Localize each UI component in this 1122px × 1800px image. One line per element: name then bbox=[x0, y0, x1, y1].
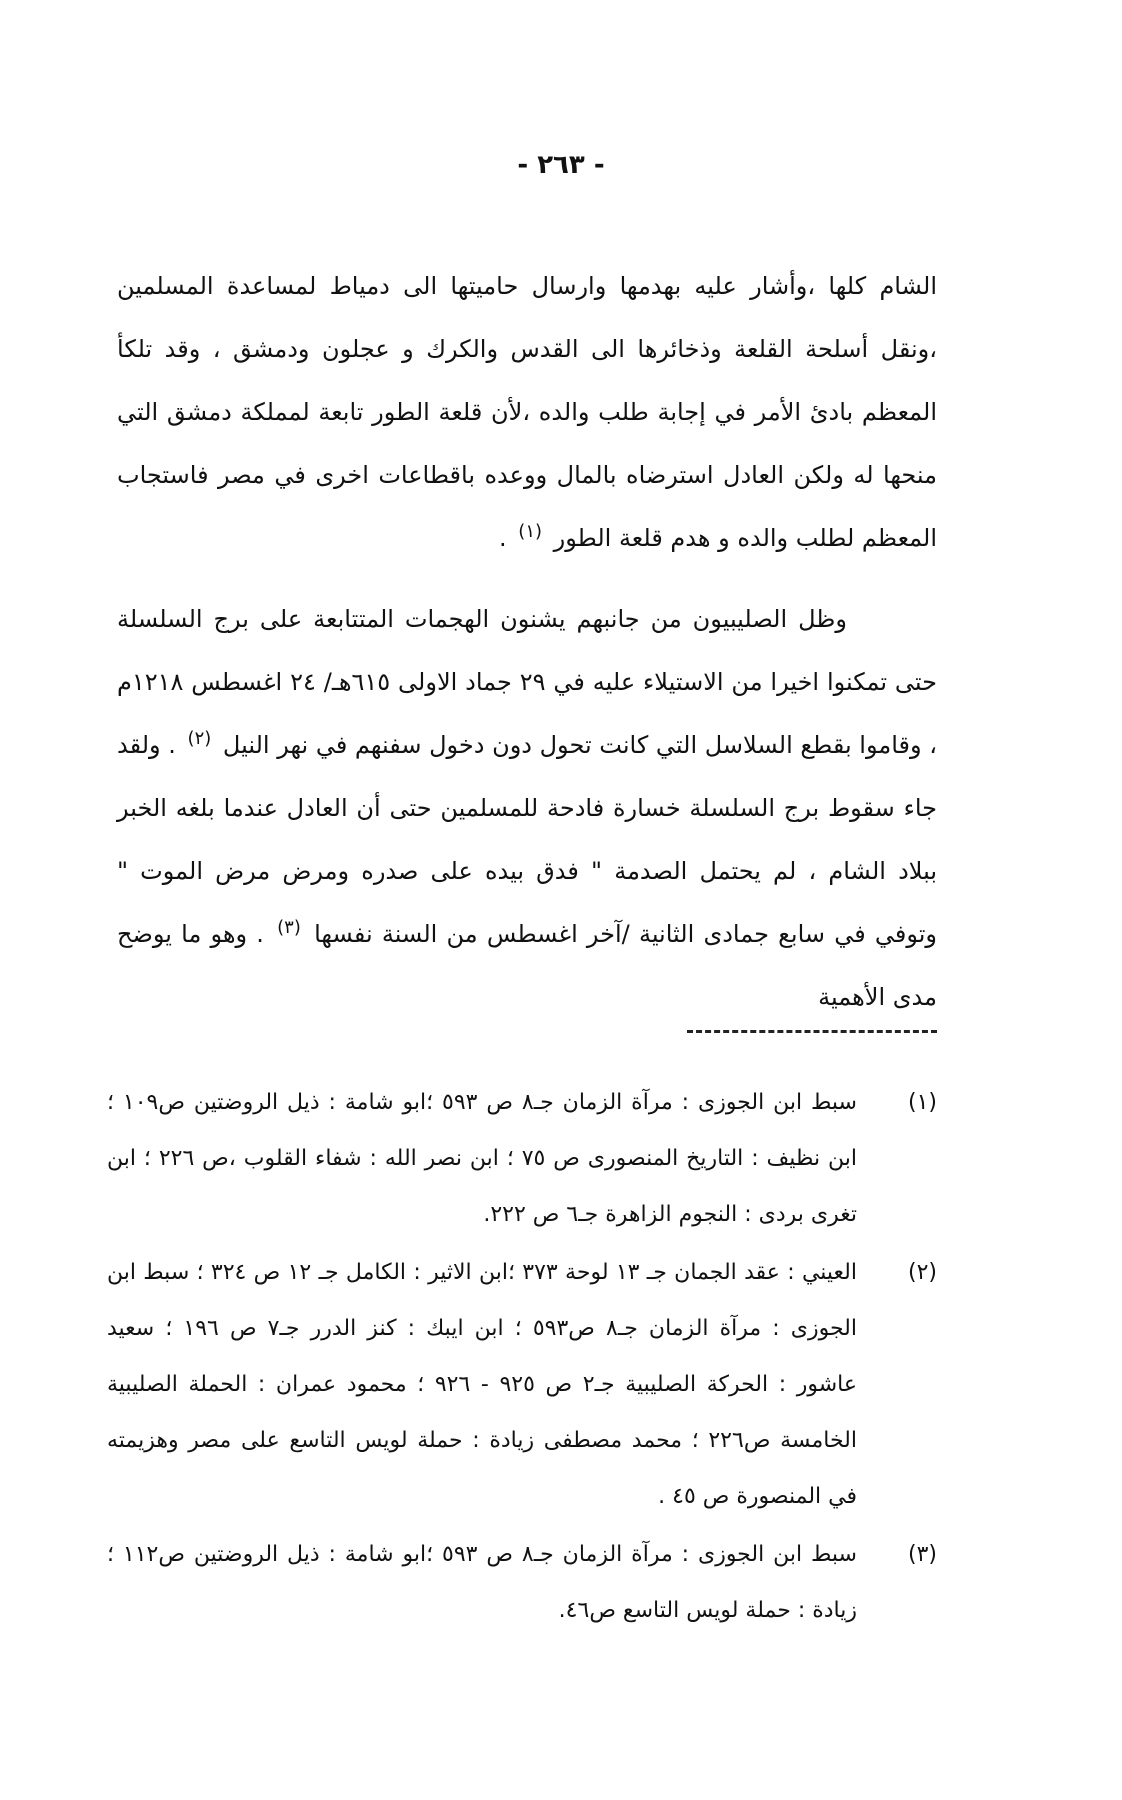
footnotes bbox=[107, 1075, 937, 1641]
footnote-ref-1: (١) bbox=[518, 521, 543, 542]
paragraph-1 bbox=[117, 255, 937, 570]
footnote-text: سبط ابن الجوزى : مرآة الزمان جـ٨ ص ٥٩٣ ؛ابو شامة : ذيل الروضتين ص١٠٩ ؛ابن نظيف : التاريخ المنصورى ص ٧٥ ؛ ابن نصر الله : شفاء القلوب ،ص ٢٢٦ ؛ ابن تغرى بردى : النجوم الزاهرة جـ٦ ص ٢٢٢. bbox=[107, 1090, 857, 1227]
paragraph-2-text-b: . ولقد جاء سقوط برج السلسلة خسارة فادحة للمسلمين حتى أن العادل عندما بلغه الخبر ببلاد الشام ، لم يحتمل الصدمة " فدق بيده على صدره ومرض مرض الموت " وتوفي في سابع جمادى الثانية /آخر اغسطس من السنة نفسها bbox=[117, 731, 937, 948]
main-text bbox=[117, 255, 937, 1029]
footnote-3 bbox=[107, 1527, 937, 1639]
paragraph-2-text-c: . وهو ما يوضح مدى الأهمية bbox=[117, 920, 937, 1011]
paragraph-2 bbox=[117, 588, 937, 1029]
footnote-separator bbox=[687, 1030, 937, 1033]
footnote-number: (٢) bbox=[907, 1260, 937, 1285]
footnote-number: (١) bbox=[907, 1090, 937, 1115]
paragraph-1-text: الشام كلها ،وأشار عليه بهدمها وارسال حاميتها الى دمياط لمساعدة المسلمين ،ونقل أسلحة القلعة وذخائرها الى القدس والكرك و عجلون ودمشق ، وقد تلكأ المعظم بادئ الأمر في إجابة طلب والده ،لأن قلعة الطور تابعة لمملكة دمشق التي منحها له ولكن العادل استرضاه بالمال ووعده باقطاعات اخرى في مصر فاستجاب المعظم لطلب والده و هدم قلعة الطور bbox=[117, 272, 937, 552]
page-number: - ٢٦٣ - bbox=[517, 150, 605, 180]
paragraph-1-end: . bbox=[499, 524, 507, 552]
footnote-text: العيني : عقد الجمان جـ ١٣ لوحة ٣٧٣ ؛ابن الاثير : الكامل جـ ١٢ ص ٣٢٤ ؛ سبط ابن الجوزى : مرآة الزمان جـ٨ ص٥٩٣ ؛ ابن ايبك : كنز الدرر جـ٧ ص ١٩٦ ؛ سعيد عاشور : الحركة الصليبية جـ٢ ص ٩٢٥ - ٩٢٦ ؛ محمود عمران : الحملة الصليبية الخامسة ص٢٢٦ ؛ محمد مصطفى زيادة : حملة لويس التاسع على مصر وهزيمته في المنصورة ص ٤٥ . bbox=[107, 1260, 857, 1509]
footnote-1 bbox=[107, 1075, 937, 1243]
paragraph-2-text-a: وظل الصليبيون من جانبهم يشنون الهجمات المتتابعة على برج السلسلة حتى تمكنوا اخيرا من الاستيلاء عليه في ٢٩ جماد الاولى ٦١٥هـ/ ٢٤ اغسطس ١٢١٨م ، وقاموا بقطع السلاسل التي كانت تحول دون دخول سفنهم في نهر النيل bbox=[117, 605, 938, 759]
footnote-ref-3: (٣) bbox=[277, 917, 301, 938]
footnote-2 bbox=[107, 1245, 937, 1525]
footnote-text: سبط ابن الجوزى : مرآة الزمان جـ٨ ص ٥٩٣ ؛ابو شامة : ذيل الروضتين ص١١٢ ؛زيادة : حملة لويس التاسع ص٤٦. bbox=[107, 1542, 857, 1623]
footnote-number: (٣) bbox=[907, 1542, 937, 1567]
footnote-ref-2: (٢) bbox=[187, 728, 212, 749]
